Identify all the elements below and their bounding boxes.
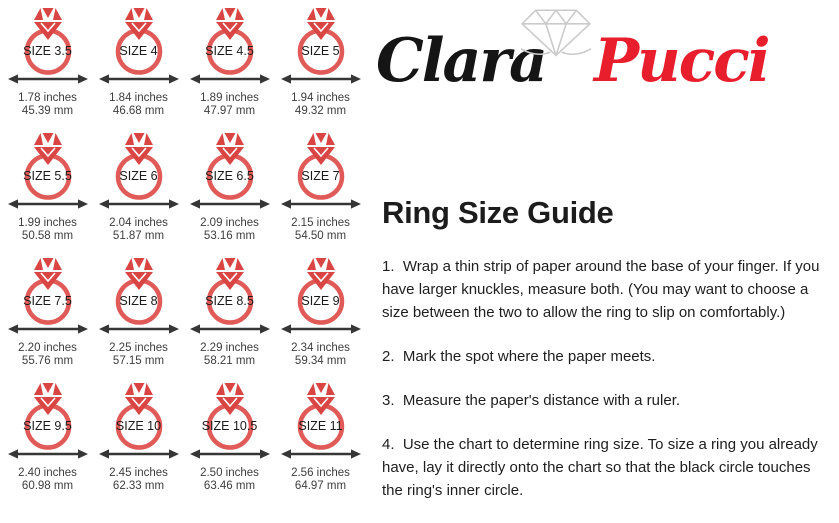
ring-size-cell bbox=[275, 0, 366, 125]
ring-illustration bbox=[190, 6, 270, 90]
ring-measurements bbox=[275, 218, 366, 242]
ring-mm: 57.15 mm bbox=[112, 354, 165, 367]
ring-measurements bbox=[2, 218, 93, 242]
ring-measurements bbox=[2, 343, 93, 367]
ring-inches: 2.09 inches bbox=[200, 217, 259, 229]
width-arrow-icon bbox=[281, 199, 361, 208]
ring-illustration bbox=[99, 6, 179, 90]
ring-size-cell bbox=[93, 0, 184, 125]
ring-illustration bbox=[8, 256, 88, 340]
ring-measurements bbox=[275, 468, 366, 492]
ring-inches: 2.15 inches bbox=[291, 217, 350, 229]
ring-illustration bbox=[8, 381, 88, 465]
width-arrow-icon bbox=[190, 449, 270, 458]
ring-size-label: SIZE 5.5 bbox=[23, 169, 72, 183]
ring-size-cell bbox=[2, 375, 93, 500]
ring-measurements bbox=[93, 93, 184, 117]
ring-size-cell bbox=[275, 125, 366, 250]
ring-size-label: SIZE 3.5 bbox=[23, 44, 72, 58]
ring-size-label: SIZE 4.5 bbox=[205, 44, 254, 58]
ring-measurements bbox=[184, 93, 275, 117]
step-item: 2. Mark the spot where the paper meets. bbox=[382, 348, 656, 365]
ring-size-label: SIZE 10.5 bbox=[201, 419, 258, 433]
step-item: 4. Use the chart to determine ring size. To size a ring you already have, lay it directly onto the chart so that the black circle touches the ring's inner circle. bbox=[382, 436, 822, 499]
step-item: 1. Wrap a thin strip of paper around the base of your finger. If you have larger knuckles, measure both. (You may want to choose a size between the two to allow the ring to slip on comfortably.) bbox=[382, 258, 824, 321]
width-arrow-icon bbox=[281, 74, 361, 83]
ring-size-label: SIZE 10 bbox=[115, 419, 162, 433]
ring-mm: 46.68 mm bbox=[112, 104, 165, 117]
ring-size-grid bbox=[2, 0, 368, 500]
ring-inches: 1.84 inches bbox=[109, 92, 168, 104]
ring-illustration bbox=[281, 256, 361, 340]
ring-mm: 59.34 mm bbox=[294, 354, 347, 367]
ring-size-label: SIZE 6 bbox=[119, 169, 158, 183]
ring-inches: 2.50 inches bbox=[200, 467, 259, 479]
ring-mm: 58.21 mm bbox=[203, 354, 256, 367]
ring-inches: 2.29 inches bbox=[200, 342, 259, 354]
ring-size-label: SIZE 8.5 bbox=[205, 294, 254, 308]
ring-measurements bbox=[184, 343, 275, 367]
ring-mm: 49.32 mm bbox=[294, 104, 347, 117]
ring-inches: 2.20 inches bbox=[18, 342, 77, 354]
diamond-outline-icon bbox=[510, 8, 602, 60]
width-arrow-icon bbox=[281, 324, 361, 333]
ring-mm: 55.76 mm bbox=[21, 354, 74, 367]
ring-size-label: SIZE 11 bbox=[298, 419, 343, 433]
ring-size-cell bbox=[93, 250, 184, 375]
width-arrow-icon bbox=[8, 324, 88, 333]
ring-size-cell bbox=[184, 0, 275, 125]
ring-inches: 1.78 inches bbox=[18, 92, 77, 104]
page-title: Ring Size Guide bbox=[382, 195, 614, 230]
ring-size-label: SIZE 9.5 bbox=[23, 419, 72, 433]
brand-name-second: Pucci bbox=[594, 26, 769, 96]
ring-illustration bbox=[99, 131, 179, 215]
ring-size-cell bbox=[93, 375, 184, 500]
width-arrow-icon bbox=[190, 199, 270, 208]
ring-mm: 47.97 mm bbox=[203, 104, 256, 117]
ring-illustration bbox=[99, 256, 179, 340]
ring-inches: 2.45 inches bbox=[109, 467, 168, 479]
ring-measurements bbox=[93, 218, 184, 242]
ring-measurements bbox=[275, 343, 366, 367]
ring-size-label: SIZE 7 bbox=[301, 169, 340, 183]
ring-mm: 64.97 mm bbox=[294, 479, 347, 492]
ring-size-cell bbox=[2, 250, 93, 375]
ring-inches: 2.40 inches bbox=[18, 467, 77, 479]
ring-size-label: SIZE 5 bbox=[301, 44, 340, 58]
ring-measurements bbox=[93, 343, 184, 367]
ring-size-cell bbox=[2, 0, 93, 125]
ring-size-label: SIZE 8 bbox=[119, 294, 158, 308]
ring-illustration bbox=[190, 256, 270, 340]
instruction-steps bbox=[382, 255, 834, 502]
ring-measurements bbox=[184, 218, 275, 242]
ring-illustration bbox=[281, 131, 361, 215]
ring-mm: 63.46 mm bbox=[203, 479, 256, 492]
ring-illustration bbox=[99, 381, 179, 465]
ring-measurements bbox=[93, 468, 184, 492]
width-arrow-icon bbox=[190, 324, 270, 333]
width-arrow-icon bbox=[8, 199, 88, 208]
ring-inches: 1.99 inches bbox=[18, 217, 77, 229]
ring-size-label: SIZE 4 bbox=[119, 44, 158, 58]
ring-size-cell bbox=[184, 375, 275, 500]
step-item: 3. Measure the paper's distance with a ruler. bbox=[382, 392, 681, 409]
width-arrow-icon bbox=[99, 449, 179, 458]
width-arrow-icon bbox=[190, 74, 270, 83]
width-arrow-icon bbox=[99, 74, 179, 83]
ring-mm: 54.50 mm bbox=[294, 229, 347, 242]
ring-inches: 1.94 inches bbox=[291, 92, 350, 104]
ring-mm: 53.16 mm bbox=[203, 229, 256, 242]
ring-measurements bbox=[2, 468, 93, 492]
ring-inches: 1.89 inches bbox=[200, 92, 259, 104]
ring-inches: 2.25 inches bbox=[109, 342, 168, 354]
ring-mm: 60.98 mm bbox=[21, 479, 74, 492]
ring-mm: 62.33 mm bbox=[112, 479, 165, 492]
ring-illustration bbox=[281, 381, 361, 465]
ring-size-cell bbox=[275, 375, 366, 500]
ring-illustration bbox=[190, 381, 270, 465]
width-arrow-icon bbox=[8, 74, 88, 83]
ring-illustration bbox=[8, 131, 88, 215]
ring-mm: 45.39 mm bbox=[21, 104, 74, 117]
ring-size-cell bbox=[275, 250, 366, 375]
ring-illustration bbox=[190, 131, 270, 215]
width-arrow-icon bbox=[8, 449, 88, 458]
ring-size-cell bbox=[93, 125, 184, 250]
ring-measurements bbox=[184, 468, 275, 492]
ring-measurements bbox=[2, 93, 93, 117]
ring-inches: 2.34 inches bbox=[291, 342, 350, 354]
ring-inches: 2.04 inches bbox=[109, 217, 168, 229]
ring-size-cell bbox=[2, 125, 93, 250]
ring-size-label: SIZE 6.5 bbox=[205, 169, 254, 183]
brand-name-first: Clara bbox=[376, 26, 546, 96]
ring-illustration bbox=[281, 6, 361, 90]
ring-size-cell bbox=[184, 250, 275, 375]
ring-mm: 51.87 mm bbox=[112, 229, 165, 242]
ring-illustration bbox=[8, 6, 88, 90]
width-arrow-icon bbox=[99, 199, 179, 208]
ring-measurements bbox=[275, 93, 366, 117]
ring-mm: 50.58 mm bbox=[21, 229, 74, 242]
ring-inches: 2.56 inches bbox=[291, 467, 350, 479]
width-arrow-icon bbox=[281, 449, 361, 458]
width-arrow-icon bbox=[99, 324, 179, 333]
ring-size-cell bbox=[184, 125, 275, 250]
ring-size-label: SIZE 7.5 bbox=[23, 294, 72, 308]
brand-logo bbox=[376, 8, 834, 98]
right-panel bbox=[376, 0, 834, 523]
ring-size-label: SIZE 9 bbox=[301, 294, 340, 308]
